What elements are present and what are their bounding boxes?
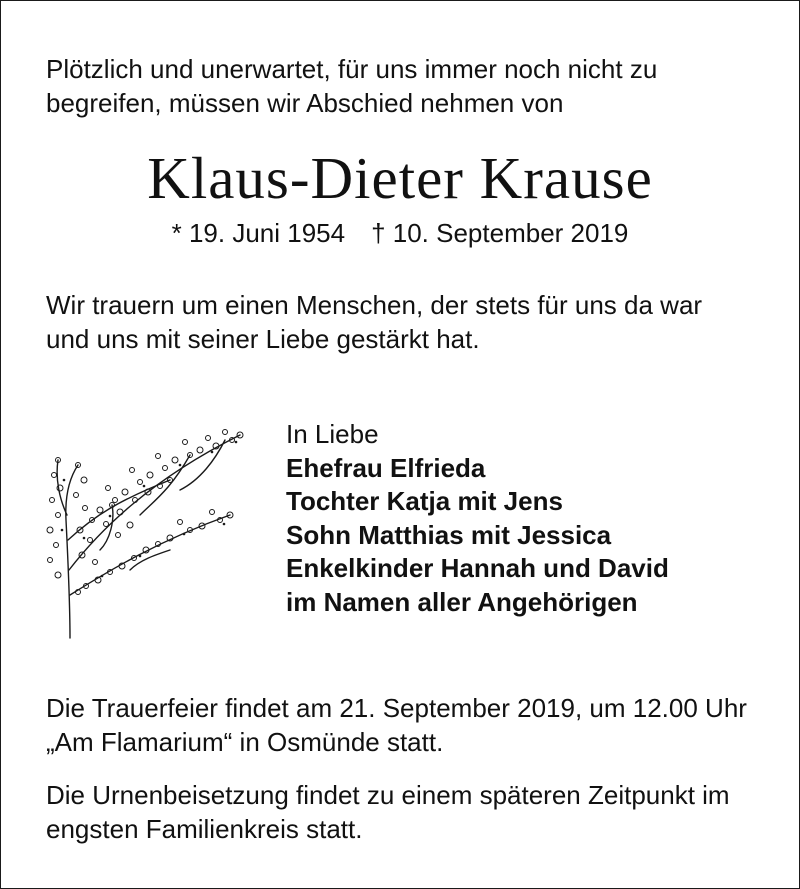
ceremony-line-1: Die Trauerfeier findet am 21. September 2019, um 12.00 Uhr (46, 693, 747, 723)
intro-line-2: begreifen, müssen wir Abschied nehmen von (46, 88, 564, 118)
mourner-name: Enkelkinder Hannah und David (286, 553, 669, 584)
ceremony-line-2: „Am Flamarium“ in Osmünde statt. (46, 727, 444, 757)
mourner-name: im Namen aller Angehörigen (286, 586, 638, 617)
tribute-line-2: und uns mit seiner Liebe gestärkt hat. (46, 324, 480, 354)
floral-branch-illustration (40, 420, 260, 642)
birth-date: * 19. Juni 1954 (171, 218, 346, 248)
burial-line-2: engsten Familienkreis statt. (46, 814, 363, 844)
death-date: † 10. September 2019 (371, 218, 629, 248)
mourners-intro: In Liebe (286, 419, 379, 449)
burial-line-1: Die Urnenbeisetzung findet zu einem späteren Zeitpunkt im (46, 780, 730, 810)
mourner-name: Tochter Katja mit Jens (286, 486, 563, 517)
mourner-name: Sohn Matthias mit Jessica (286, 519, 612, 550)
life-dates (0, 216, 800, 250)
mourners-block (286, 418, 669, 620)
deceased-name: Klaus-Dieter Krause (147, 145, 653, 211)
mourner-name: Ehefrau Elfrieda (286, 452, 486, 483)
intro-line-1: Plötzlich und unerwartet, für uns immer noch nicht zu (46, 54, 658, 84)
tribute-line-1: Wir trauern um einen Menschen, der stets für uns da war (46, 290, 703, 320)
